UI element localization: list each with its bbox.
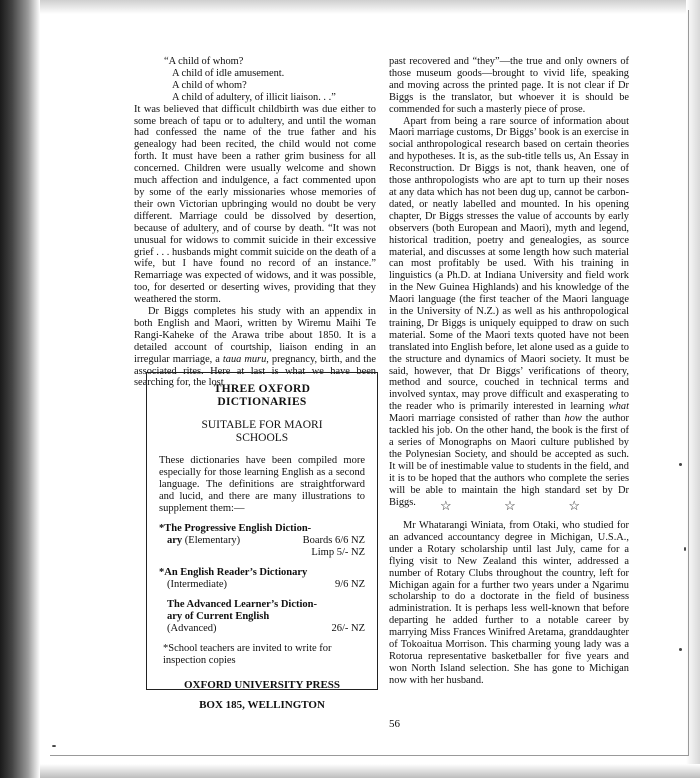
section-divider-stars [440,498,580,514]
entry-price: Limp 5/- NZ [311,547,365,558]
star-icon: ☆ [504,498,516,513]
left-column [134,56,376,389]
entry-price: 9/6 NZ [334,579,365,590]
ad-note: *School teachers are invited to write for inspection copies [163,643,332,666]
scan-speck [679,463,682,466]
italic-term: what [608,401,629,413]
dictionary-entry [159,567,365,591]
verse-line: “A child of whom? [164,56,244,67]
entry-price: Boards 6/6 NZ [302,535,365,546]
ad-publisher: OXFORD UNIVERSITY PRESS [183,679,341,691]
text-run: Dr Biggs completes his study with an appendix in both English and Maori, written by Wiremu Maihi Te Rangi-Kaheke of the Arawa tribe about 1850. It is a detailed account of courtship, liaison ending in an irregular marriage, a [134,306,376,365]
ad-intro: These dictionaries have been compiled more especially for those learning English as a second language. The definitions are straightforward and lucid, and there are many illustrations to supplement them:— [159,455,365,514]
star-icon: ☆ [568,498,580,513]
ad-subtitle: SUITABLE FOR MAORI [201,419,323,431]
ad-address: BOX 185, WELLINGTON [199,699,325,711]
entry-edition: (Advanced) [167,623,217,634]
star-icon: ☆ [440,498,452,513]
scan-speck [684,547,686,551]
article-paragraph: past recovered and “they”—the true and only owners of those museum goods—brought to vivid life, speaking and moving across the printed page. It is not clear if Dr Biggs is the translator, but whoever it is should be commended for such a masterly piece of prose. [389,56,629,115]
ad-title: DICTIONARIES [217,396,307,408]
scan-speck [52,745,56,747]
entry-edition: (Intermediate) [167,579,228,590]
entry-name: *The Progressive English Diction- [159,523,312,534]
text-run: Apart from being a rare source of information about Maori marriage customs, Dr Biggs’ book is an exercise in social anthropological research based on certain theories and hypotheses. It is, as the sub-title tells us, An Essay in Reconstruction. Dr Biggs is not, thank heaven, one of those anthropologists who are apt to turn up their noses at any data which has not been dug up, cannot be carbon-dated, or neatly labelled and mounted. In his opening chapter, Dr Biggs stresses the value of accounts by early observers (both European and Maori), myth and legend, historical tradition, poetry and genealogies, as source material, and discusses at some length how such material can most profitably be used. With his training in linguistics (a Ph.D. at Indiana University and field work in the New Guinea Highlands) and his knowledge of the Maori language (the first teacher of the Maori language in the University of N.Z.) as well as his anthropological training, Dr Biggs is uniquely equipped to draw on such material. Some of the Maori texts quoted have not been translated into English before, let alone used as a guide to the structure and dynamics of Maori society. It must be said, however, that Dr Biggs’ verifications of theory, method and source, couched in technical terms and involved syntax, may prove difficult and exasperating to the reader who is primarily interested in learning [389,115,629,413]
article-paragraph: Mr Whatarangi Winiata, from Otaki, who studied for an advanced accountancy degree in Michigan, U.S.A., under a Rotary scholarship until last July, came for a flying visit to New Zealand this winter, addressed a number of Rotary Clubs throughout the country, left for Michigan again for a further two years under a Ngarimu scholarship to do a doctorate in the field of business administration. It is perhaps less well-known that before departing he added further to a notable career by marrying Miss Frances Winifred Aretama, granddaughter of Tokoaitua Morrison. This charming young lady was a Rotorua representative basketballer for five years and won North Island selection. She has gone to Michigan now with her husband. [389,520,629,686]
text-run: Maori marriage consisted of rather than [389,413,565,425]
dictionary-entry [159,599,365,635]
text-run: , pregnancy, birth, and the associated rites. Here at last is what we have been searching for, the lost [134,353,376,389]
scan-speck [679,648,682,651]
entry-name: ary of Current English [167,611,270,622]
italic-term: taua muru [222,353,267,365]
right-column-lower [389,520,629,687]
entry-name: *An English Reader’s Dictionary [159,567,308,578]
page-number: 56 [389,718,400,730]
verse-line: A child of adultery, of illicit liaison. . .” [172,91,336,103]
verse-line: A child of whom? [172,79,247,91]
entry-price: 26/- NZ [331,623,365,634]
entry-name: ary [167,535,183,546]
article-paragraph: It was believed that difficult childbirth was due either to some breach of tapu or to adultery, and until the woman had confessed the name of the true father and his genealogy had been recited, the child would not come forth. It must have been a rather grim business for all concerned. Children were usually welcome and shown much affection and indulgence, a fact commented upon by some of the early missionaries whose memories of their own Victorian upbringing would no doubt be very different. Marriage could be dissolved by desertion, because of adultery, and of course by death. “It was not unusual for widows to commit suicide in their excessive grief . . . husbands might commit suicide on the death of a wife, but I have found no record of an instance.” Remarriage was expected of widows, and it was possible, too, for deserted or deserting wives, providing that they weathered the storm. [134,103,376,306]
entry-row [159,535,365,547]
entry-row [159,579,365,591]
entry-edition: (Elementary) [184,535,241,546]
verse-line: A child of idle amusement. [172,67,285,79]
page-bottom-edge [40,764,700,778]
article-paragraph [389,116,629,509]
italic-term: how [564,413,582,425]
text-run: the author tackled his job. On the other hand, the book is the first of a series of Monographs on Maori culture published by the Polynesian Society, and should be accepted as such. It will be of inestimable value to students in the field, and it is to be hoped that the authors who complete the series will be able to maintain the high standard set by Dr Biggs. [389,413,630,508]
right-column [389,56,629,508]
ad-subtitle: SCHOOLS [235,432,289,444]
ad-title: THREE OXFORD [213,383,311,395]
dictionary-advertisement [146,372,378,711]
entry-name: The Advanced Learner’s Diction- [167,599,317,610]
binding-shadow [0,0,40,778]
entry-row [159,623,365,635]
dictionary-entry [159,523,365,559]
